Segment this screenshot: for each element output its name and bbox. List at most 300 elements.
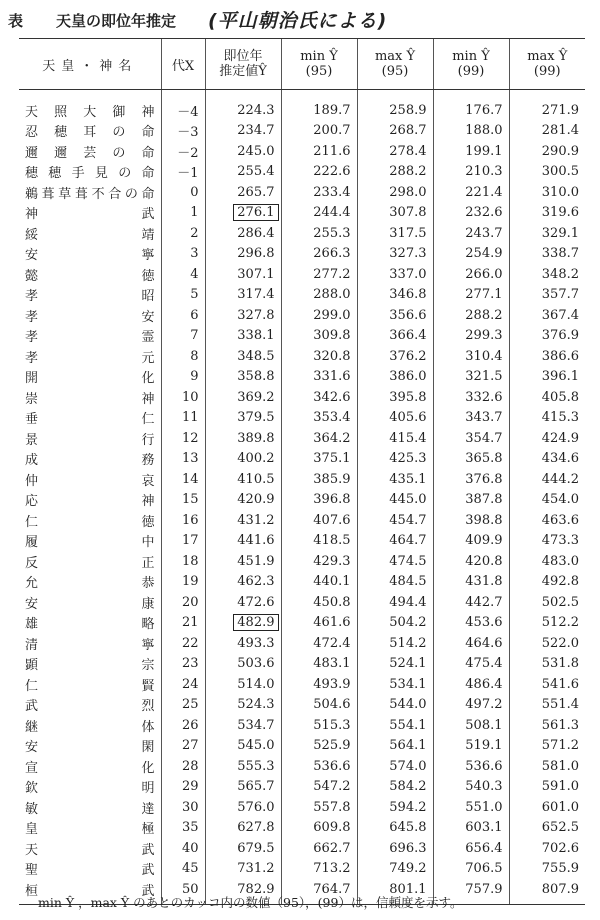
- cell-estimate: 472.6: [205, 592, 281, 613]
- cell-generation: 17: [161, 531, 205, 552]
- header-max99-line2: (99): [533, 64, 561, 79]
- cell-max99: 571.2: [509, 736, 585, 757]
- table-row: [19, 510, 585, 531]
- cell-name: 邇邇芸の命: [25, 145, 155, 161]
- cell-min95: 189.7: [281, 90, 357, 121]
- cell-min99: 266.0: [433, 264, 509, 285]
- cell-min99: 757.9: [433, 879, 509, 904]
- cell-name: 孝安: [25, 309, 155, 325]
- cell-max99: 702.6: [509, 838, 585, 859]
- cell-generation: 29: [161, 777, 205, 798]
- cell-generation: 19: [161, 572, 205, 593]
- cell-max99: 424.9: [509, 428, 585, 449]
- cell-name: 応神: [25, 494, 155, 510]
- cell-max99: 463.6: [509, 510, 585, 531]
- cell-estimate: 245.0: [205, 141, 281, 162]
- cell-generation: 10: [161, 387, 205, 408]
- cell-estimate: 431.2: [205, 510, 281, 531]
- cell-min95: 547.2: [281, 777, 357, 798]
- cell-min95: 418.5: [281, 531, 357, 552]
- table-row: [19, 326, 585, 347]
- cell-estimate: 545.0: [205, 736, 281, 757]
- table-row: [19, 531, 585, 552]
- cell-max95: 445.0: [357, 490, 433, 511]
- cell-min95: 407.6: [281, 510, 357, 531]
- cell-max99: 310.0: [509, 182, 585, 203]
- cell-max95: 474.5: [357, 551, 433, 572]
- cell-generation: 15: [161, 490, 205, 511]
- cell-generation: 40: [161, 838, 205, 859]
- cell-max99: 415.3: [509, 408, 585, 429]
- table-row: [19, 223, 585, 244]
- cell-min95: 364.2: [281, 428, 357, 449]
- cell-estimate: 565.7: [205, 777, 281, 798]
- table-row: [19, 551, 585, 572]
- table-row: [19, 367, 585, 388]
- cell-min95: 515.3: [281, 715, 357, 736]
- header-estimate: [205, 39, 281, 90]
- cell-max99: 512.2: [509, 613, 585, 634]
- cell-min95: 375.1: [281, 449, 357, 470]
- cell-min95: 255.3: [281, 223, 357, 244]
- cell-name: 雄略: [25, 617, 155, 633]
- cell-max99: 531.8: [509, 654, 585, 675]
- header-min99: [433, 39, 509, 90]
- cell-max95: 801.1: [357, 879, 433, 904]
- cell-min95: 461.6: [281, 613, 357, 634]
- cell-generation: 23: [161, 654, 205, 675]
- cell-max95: 278.4: [357, 141, 433, 162]
- cell-estimate: 348.5: [205, 346, 281, 367]
- cell-generation: 7: [161, 326, 205, 347]
- cell-name: 孝霊: [25, 330, 155, 346]
- cell-max99: 300.5: [509, 162, 585, 183]
- cell-name: 武烈: [25, 699, 155, 715]
- cell-min99: 243.7: [433, 223, 509, 244]
- table-row: [19, 695, 585, 716]
- handwritten-note: (平山朝治氏による): [208, 10, 388, 32]
- cell-generation: 9: [161, 367, 205, 388]
- cell-min99: 332.6: [433, 387, 509, 408]
- cell-min99: 343.7: [433, 408, 509, 429]
- table-row: [19, 182, 585, 203]
- table-row: [19, 572, 585, 593]
- cell-max95: 298.0: [357, 182, 433, 203]
- cell-generation: 35: [161, 818, 205, 839]
- cell-estimate: 420.9: [205, 490, 281, 511]
- header-min95: [281, 39, 357, 90]
- cell-min95: 244.4: [281, 203, 357, 224]
- cell-generation: 5: [161, 285, 205, 306]
- cell-name: 履中: [25, 535, 155, 551]
- cell-max95: 749.2: [357, 859, 433, 880]
- cell-estimate: 358.8: [205, 367, 281, 388]
- cell-name: 継体: [25, 719, 155, 735]
- cell-min95: 493.9: [281, 674, 357, 695]
- cell-max95: 307.8: [357, 203, 433, 224]
- cell-generation: 50: [161, 879, 205, 904]
- cell-min95: 713.2: [281, 859, 357, 880]
- cell-generation: 2: [161, 223, 205, 244]
- cell-min99: 232.6: [433, 203, 509, 224]
- cell-estimate: 627.8: [205, 818, 281, 839]
- cell-generation: 18: [161, 551, 205, 572]
- cell-estimate: 286.4: [205, 223, 281, 244]
- cell-min95: 385.9: [281, 469, 357, 490]
- header-min95-line1: min Ŷ: [300, 49, 338, 64]
- highlighted-estimate: 276.1: [233, 204, 278, 221]
- cell-min99: 299.3: [433, 326, 509, 347]
- cell-max95: 376.2: [357, 346, 433, 367]
- cell-estimate: 296.8: [205, 244, 281, 265]
- cell-estimate: 782.9: [205, 879, 281, 904]
- cell-max95: 405.6: [357, 408, 433, 429]
- page-title: 天皇の即位年推定: [56, 12, 177, 30]
- cell-min99: 376.8: [433, 469, 509, 490]
- table-row: [19, 818, 585, 839]
- cell-max99: 807.9: [509, 879, 585, 904]
- cell-max95: 484.5: [357, 572, 433, 593]
- cell-estimate: 410.5: [205, 469, 281, 490]
- cell-name: 垂仁: [25, 412, 155, 428]
- cell-max99: 483.0: [509, 551, 585, 572]
- cell-name: 開化: [25, 371, 155, 387]
- cell-max95: 386.0: [357, 367, 433, 388]
- cell-max99: 290.9: [509, 141, 585, 162]
- cell-min99: 453.6: [433, 613, 509, 634]
- cell-max95: 288.2: [357, 162, 433, 183]
- cell-estimate: 369.2: [205, 387, 281, 408]
- cell-generation: －1: [161, 162, 205, 183]
- cell-min95: 609.8: [281, 818, 357, 839]
- table-row: [19, 346, 585, 367]
- cell-max95: 554.1: [357, 715, 433, 736]
- header-max95-line1: max Ŷ: [374, 49, 416, 64]
- cell-max95: 454.7: [357, 510, 433, 531]
- cell-generation: 22: [161, 633, 205, 654]
- cell-min99: 464.6: [433, 633, 509, 654]
- header-max95: [357, 39, 433, 90]
- cell-name: 天武: [25, 842, 155, 858]
- cell-min99: 656.4: [433, 838, 509, 859]
- cell-min95: 483.1: [281, 654, 357, 675]
- cell-max95: 317.5: [357, 223, 433, 244]
- cell-estimate: 307.1: [205, 264, 281, 285]
- cell-name: 仁賢: [25, 678, 155, 694]
- cell-generation: －2: [161, 141, 205, 162]
- cell-max99: 319.6: [509, 203, 585, 224]
- table-row: [19, 715, 585, 736]
- cell-generation: 21: [161, 613, 205, 634]
- cell-generation: 11: [161, 408, 205, 429]
- cell-generation: 28: [161, 756, 205, 777]
- cell-name: 天照大御神: [25, 104, 155, 120]
- cell-min95: 396.8: [281, 490, 357, 511]
- cell-max99: 541.6: [509, 674, 585, 695]
- cell-name: 景行: [25, 432, 155, 448]
- table-row: [19, 90, 585, 121]
- cell-min95: 222.6: [281, 162, 357, 183]
- cell-max99: 601.0: [509, 797, 585, 818]
- cell-min95: 472.4: [281, 633, 357, 654]
- cell-generation: 25: [161, 695, 205, 716]
- header-max99-line1: max Ŷ: [527, 49, 568, 64]
- cell-generation: 4: [161, 264, 205, 285]
- cell-name: 孝元: [25, 350, 155, 366]
- cell-min99: 409.9: [433, 531, 509, 552]
- cell-generation: 12: [161, 428, 205, 449]
- cell-max99: 367.4: [509, 305, 585, 326]
- header-min95-line2: (95): [305, 64, 333, 79]
- cell-min99: 536.6: [433, 756, 509, 777]
- cell-generation: －3: [161, 121, 205, 142]
- cell-min95: 536.6: [281, 756, 357, 777]
- cell-min95: 288.0: [281, 285, 357, 306]
- cell-name: 欽明: [25, 781, 155, 797]
- cell-max95: 534.1: [357, 674, 433, 695]
- cell-estimate: 493.3: [205, 633, 281, 654]
- cell-name: 仲哀: [25, 473, 155, 489]
- cell-min95: 557.8: [281, 797, 357, 818]
- table-row: [19, 654, 585, 675]
- cell-min95: 525.9: [281, 736, 357, 757]
- cell-generation: 26: [161, 715, 205, 736]
- cell-min99: 310.4: [433, 346, 509, 367]
- cell-max99: 338.7: [509, 244, 585, 265]
- table-row: [19, 121, 585, 142]
- table-label: 表: [8, 12, 24, 30]
- cell-max95: 504.2: [357, 613, 433, 634]
- cell-min95: 277.2: [281, 264, 357, 285]
- cell-generation: 8: [161, 346, 205, 367]
- cell-min95: 331.6: [281, 367, 357, 388]
- cell-estimate: 317.4: [205, 285, 281, 306]
- cell-max95: 514.2: [357, 633, 433, 654]
- cell-generation: 0: [161, 182, 205, 203]
- cell-name: 崇神: [25, 391, 155, 407]
- header-max95-line2: (95): [381, 64, 409, 79]
- cell-min95: 211.6: [281, 141, 357, 162]
- cell-min99: 551.0: [433, 797, 509, 818]
- cell-min99: 442.7: [433, 592, 509, 613]
- cell-name: 懿徳: [25, 268, 155, 284]
- cell-max95: 494.4: [357, 592, 433, 613]
- cell-max95: 696.3: [357, 838, 433, 859]
- cell-max99: 281.4: [509, 121, 585, 142]
- cell-estimate: 265.7: [205, 182, 281, 203]
- cell-max95: 425.3: [357, 449, 433, 470]
- cell-max95: 327.3: [357, 244, 433, 265]
- cell-max99: 755.9: [509, 859, 585, 880]
- table-row: [19, 838, 585, 859]
- cell-generation: 27: [161, 736, 205, 757]
- table-row: [19, 490, 585, 511]
- cell-name: 皇極: [25, 822, 155, 838]
- cell-max99: 492.8: [509, 572, 585, 593]
- cell-estimate: 338.1: [205, 326, 281, 347]
- cell-max99: 454.0: [509, 490, 585, 511]
- cell-min95: 440.1: [281, 572, 357, 593]
- title-row: [8, 6, 592, 34]
- cell-estimate: 255.4: [205, 162, 281, 183]
- table-row: [19, 162, 585, 183]
- cell-max95: 574.0: [357, 756, 433, 777]
- cell-generation: 30: [161, 797, 205, 818]
- cell-min99: 321.5: [433, 367, 509, 388]
- header-max99: [509, 39, 585, 90]
- highlighted-estimate: 482.9: [233, 614, 278, 631]
- cell-name: 顕宗: [25, 658, 155, 674]
- cell-name: 宣化: [25, 760, 155, 776]
- cell-name: 鵜葺草葺不合の命: [25, 186, 155, 202]
- header-generation: 代X: [161, 39, 205, 90]
- table-row: [19, 203, 585, 224]
- cell-min99: 497.2: [433, 695, 509, 716]
- cell-max99: 405.8: [509, 387, 585, 408]
- cell-generation: 1: [161, 203, 205, 224]
- cell-min99: 254.9: [433, 244, 509, 265]
- cell-min95: 342.6: [281, 387, 357, 408]
- cell-generation: 14: [161, 469, 205, 490]
- cell-estimate: 731.2: [205, 859, 281, 880]
- footer-note: min Ŷ ，max Ŷ のあとのカッコ内の数値（95），(99）は，信頼度を示す。: [38, 895, 463, 910]
- cell-min95: 353.4: [281, 408, 357, 429]
- cell-name: 安閑: [25, 740, 155, 756]
- cell-name: 桓武: [19, 879, 161, 904]
- cell-max99: 396.1: [509, 367, 585, 388]
- cell-max99: 348.2: [509, 264, 585, 285]
- cell-min99: 354.7: [433, 428, 509, 449]
- cell-max95: 356.6: [357, 305, 433, 326]
- cell-min95: 764.7: [281, 879, 357, 904]
- cell-min99: 188.0: [433, 121, 509, 142]
- cell-estimate: 524.3: [205, 695, 281, 716]
- cell-max99: 357.7: [509, 285, 585, 306]
- cell-estimate: 327.8: [205, 305, 281, 326]
- cell-estimate: 534.7: [205, 715, 281, 736]
- cell-estimate: 462.3: [205, 572, 281, 593]
- cell-max99: 522.0: [509, 633, 585, 654]
- cell-min95: 233.4: [281, 182, 357, 203]
- cell-name: 安寧: [25, 248, 155, 264]
- cell-name: 仁徳: [25, 514, 155, 530]
- table-row: [19, 633, 585, 654]
- cell-min99: 387.8: [433, 490, 509, 511]
- cell-name: 敏達: [25, 801, 155, 817]
- cell-max99: 652.5: [509, 818, 585, 839]
- cell-generation: 13: [161, 449, 205, 470]
- cell-estimate: 234.7: [205, 121, 281, 142]
- cell-min95: 504.6: [281, 695, 357, 716]
- header-estimate-line2: 推定値Ŷ: [219, 64, 267, 79]
- table-body: [19, 90, 585, 905]
- cell-estimate: 389.8: [205, 428, 281, 449]
- table-row: [19, 449, 585, 470]
- cell-max95: 594.2: [357, 797, 433, 818]
- cell-estimate: 379.5: [205, 408, 281, 429]
- header-row: [19, 39, 585, 90]
- cell-generation: 16: [161, 510, 205, 531]
- cell-max99: 444.2: [509, 469, 585, 490]
- cell-max95: 346.8: [357, 285, 433, 306]
- cell-min99: 519.1: [433, 736, 509, 757]
- cell-min95: 429.3: [281, 551, 357, 572]
- cell-max99: 591.0: [509, 777, 585, 798]
- table-row: [19, 387, 585, 408]
- cell-min99: 475.4: [433, 654, 509, 675]
- cell-name: 清寧: [25, 637, 155, 653]
- cell-name: 聖武: [25, 863, 155, 879]
- table-row: [19, 674, 585, 695]
- table-row: [19, 592, 585, 613]
- header-estimate-line1: 即位年: [223, 49, 263, 64]
- cell-min99: 221.4: [433, 182, 509, 203]
- table-row: [19, 285, 585, 306]
- cell-generation: 24: [161, 674, 205, 695]
- cell-min99: 398.8: [433, 510, 509, 531]
- cell-name: 成務: [25, 453, 155, 469]
- cell-min99: 508.1: [433, 715, 509, 736]
- header-min99-line2: (99): [457, 64, 485, 79]
- table-row: [19, 408, 585, 429]
- table-row: [19, 777, 585, 798]
- cell-max99: 581.0: [509, 756, 585, 777]
- cell-max99: 551.4: [509, 695, 585, 716]
- table-row: [19, 305, 585, 326]
- cell-min99: 540.3: [433, 777, 509, 798]
- cell-estimate: 679.5: [205, 838, 281, 859]
- cell-max95: 435.1: [357, 469, 433, 490]
- cell-generation: 20: [161, 592, 205, 613]
- table-row: [19, 141, 585, 162]
- cell-estimate: 451.9: [205, 551, 281, 572]
- cell-estimate: 503.6: [205, 654, 281, 675]
- cell-generation: 6: [161, 305, 205, 326]
- cell-max95: 564.1: [357, 736, 433, 757]
- cell-min95: 309.8: [281, 326, 357, 347]
- cell-max95: 258.9: [357, 90, 433, 121]
- table-row: [19, 244, 585, 265]
- cell-max95: 464.7: [357, 531, 433, 552]
- cell-max99: 473.3: [509, 531, 585, 552]
- cell-name: 反正: [25, 555, 155, 571]
- cell-min99: 176.7: [433, 90, 509, 121]
- table-row: [19, 797, 585, 818]
- cell-estimate: [205, 613, 281, 634]
- cell-generation: 3: [161, 244, 205, 265]
- cell-estimate: 555.3: [205, 756, 281, 777]
- cell-estimate: [205, 203, 281, 224]
- cell-generation: －4: [161, 90, 205, 121]
- cell-min99: 706.5: [433, 859, 509, 880]
- table-row: [19, 264, 585, 285]
- table-row: [19, 756, 585, 777]
- cell-min95: 662.7: [281, 838, 357, 859]
- cell-min95: 266.3: [281, 244, 357, 265]
- cell-min99: 277.1: [433, 285, 509, 306]
- cell-max99: 434.6: [509, 449, 585, 470]
- table-row: [19, 736, 585, 757]
- cell-min95: 299.0: [281, 305, 357, 326]
- cell-min99: 486.4: [433, 674, 509, 695]
- cell-max99: 271.9: [509, 90, 585, 121]
- cell-max95: 366.4: [357, 326, 433, 347]
- cell-name: 安康: [25, 596, 155, 612]
- cell-min99: 431.8: [433, 572, 509, 593]
- cell-min99: 199.1: [433, 141, 509, 162]
- cell-max95: 584.2: [357, 777, 433, 798]
- header-min99-line1: min Ŷ: [452, 49, 490, 64]
